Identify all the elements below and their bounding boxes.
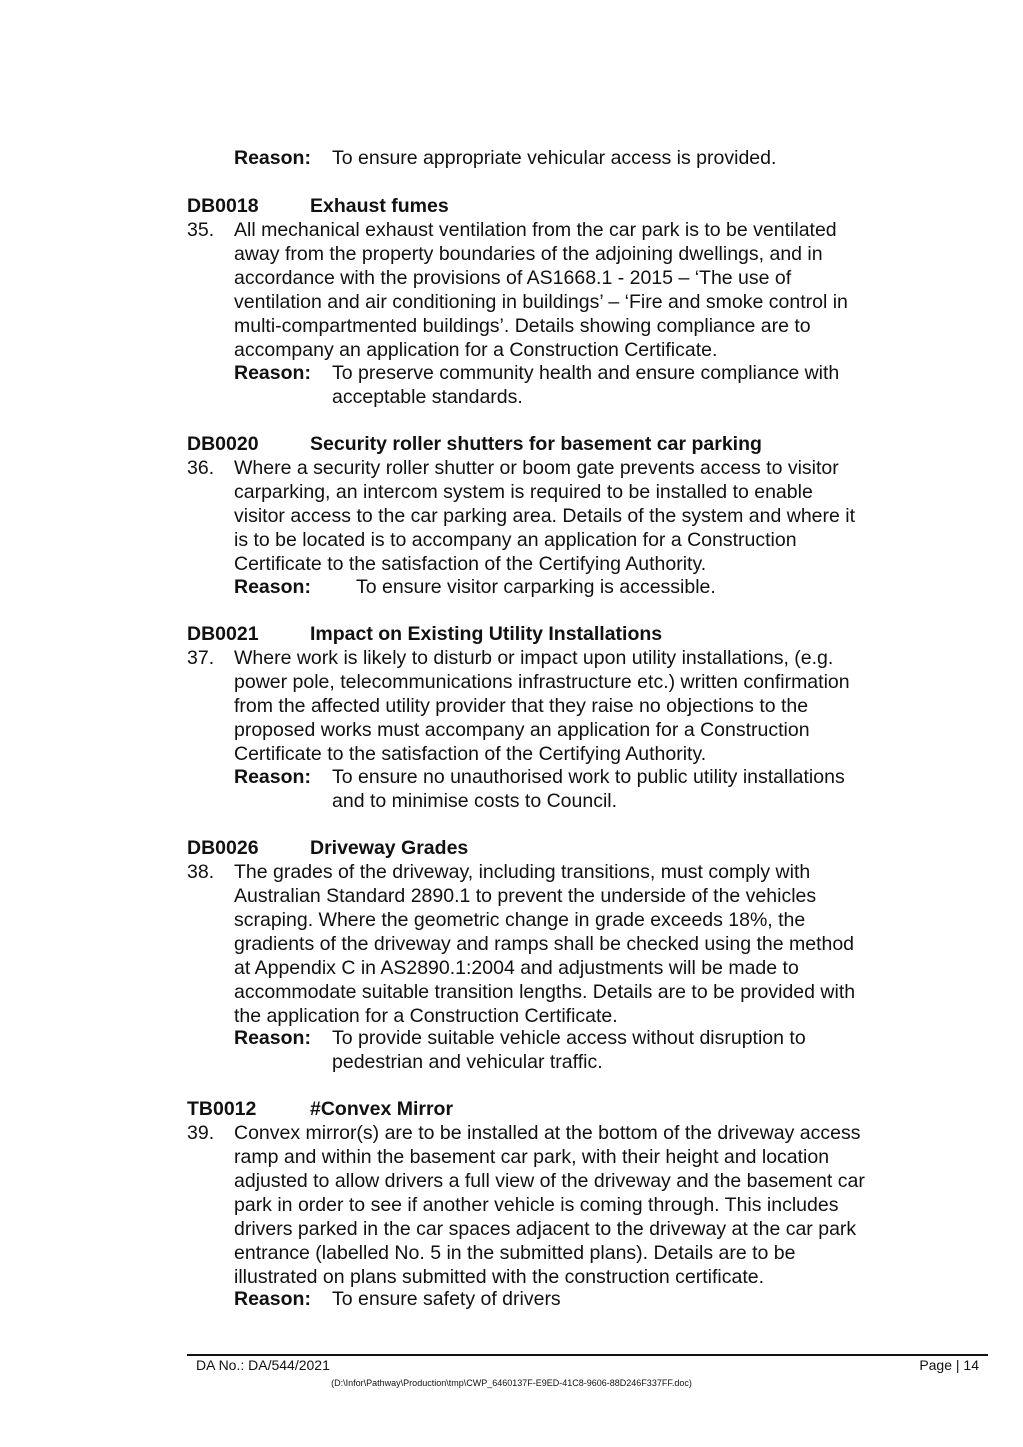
body-line: carparking, an intercom system is required to be installed to enable: [234, 481, 813, 503]
body-line: Convex mirror(s) are to be installed at the bottom of the driveway access: [234, 1122, 861, 1144]
reason-text: pedestrian and vehicular traffic.: [332, 1051, 603, 1073]
body-line: proposed works must accompany an application for a Construction: [234, 719, 810, 741]
reason-label: Reason:: [234, 576, 311, 598]
body-line: gradients of the driveway and ramps shall be checked using the method: [234, 933, 855, 955]
reason-text: To preserve community health and ensure compliance with: [332, 362, 840, 384]
body-line: entrance (labelled No. 5 in the submitted plans). Details are to be: [234, 1242, 796, 1264]
body-line: the application for a Construction Certificate.: [234, 1005, 618, 1027]
reason-label: Reason:: [234, 1027, 311, 1049]
footer-divider: [187, 1354, 988, 1356]
body-line: ventilation and air conditioning in buildings’ – ‘Fire and smoke control in: [234, 291, 848, 313]
footer-da-number: DA No.: DA/544/2021: [196, 1357, 330, 1373]
body-line: adjusted to allow drivers a full view of the driveway and the basement car: [234, 1170, 865, 1192]
body-line: drivers parked in the car spaces adjacent to the driveway at the car park: [234, 1218, 857, 1240]
body-line: Where work is likely to disturb or impact upon utility installations, (e.g.: [234, 647, 834, 669]
body-line: scraping. Where the geometric change in grade exceeds 18%, the: [234, 909, 806, 931]
body-line: Certificate to the satisfaction of the Certifying Authority.: [234, 553, 707, 575]
reason-label: Reason:: [234, 1288, 311, 1310]
condition-number: 36.: [187, 457, 215, 479]
condition-number: 38.: [187, 861, 215, 883]
condition-title: Driveway Grades: [310, 837, 469, 859]
condition-title: Security roller shutters for basement car parking: [310, 433, 762, 455]
reason-text: acceptable standards.: [332, 386, 523, 408]
body-line: away from the property boundaries of the adjoining dwellings, and in: [234, 243, 823, 265]
body-line: accompany an application for a Construction Certificate.: [234, 339, 718, 361]
condition-title: Impact on Existing Utility Installations: [310, 623, 663, 645]
body-line: The grades of the driveway, including transitions, must comply with: [234, 861, 811, 883]
body-line: illustrated on plans submitted with the construction certificate.: [234, 1266, 765, 1288]
footer-file-path: (D:\Infor\Pathway\Production\tmp\CWP_6460137F-E9ED-41C8-9606-88D246F337FF.doc): [331, 1378, 692, 1388]
condition-code: DB0026: [187, 837, 259, 859]
body-line: park in order to see if another vehicle is coming through. This includes: [234, 1194, 839, 1216]
body-line: All mechanical exhaust ventilation from the car park is to be ventilated: [234, 219, 837, 241]
condition-code: TB0012: [187, 1098, 257, 1120]
body-line: accordance with the provisions of AS1668.1 - 2015 – ‘The use of: [234, 267, 792, 289]
reason-text: To ensure no unauthorised work to public utility installations: [332, 766, 845, 788]
condition-code: DB0021: [187, 623, 259, 645]
body-line: Australian Standard 2890.1 to prevent the underside of the vehicles: [234, 885, 817, 907]
body-line: multi-compartmented buildings’. Details showing compliance are to: [234, 315, 811, 337]
body-line: accommodate suitable transition lengths. Details are to be provided with: [234, 981, 856, 1003]
condition-number: 39.: [187, 1122, 215, 1144]
condition-number: 35.: [187, 219, 215, 241]
reason-text: To provide suitable vehicle access without disruption to: [332, 1027, 806, 1049]
reason-label: Reason:: [234, 766, 311, 788]
reason-label: Reason:: [234, 362, 311, 384]
reason-text: and to minimise costs to Council.: [332, 790, 618, 812]
condition-code: DB0020: [187, 433, 259, 455]
reason-text: To ensure safety of drivers: [332, 1288, 561, 1310]
body-line: [234, 1146, 899, 1170]
condition-code: DB0018: [187, 195, 259, 217]
condition-number: 37.: [187, 647, 215, 669]
condition-title: #Convex Mirror: [310, 1098, 454, 1120]
body-line: visitor access to the car parking area. Details of the system and where it: [234, 505, 856, 527]
condition-title: Exhaust fumes: [310, 195, 449, 217]
body-line: power pole, telecommunications infrastructure etc.) written confirmation: [234, 671, 850, 693]
footer-page-number: Page | 14: [919, 1357, 979, 1373]
body-line: from the affected utility provider that they raise no objections to the: [234, 695, 809, 717]
body-line: at Appendix C in AS2890.1:2004 and adjustments will be made to: [234, 957, 799, 979]
body-line: is to be located is to accompany an application for a Construction: [234, 529, 797, 551]
reason-text: To ensure appropriate vehicular access is provided.: [332, 147, 777, 169]
body-line: Where a security roller shutter or boom gate prevents access to visitor: [234, 457, 839, 479]
reason-label: Reason:: [234, 147, 311, 169]
body-line-text: ramp and within the basement car park, with their height and location: [234, 1146, 830, 1168]
body-line: Certificate to the satisfaction of the Certifying Authority.: [234, 743, 707, 765]
reason-text: To ensure visitor carparking is accessible.: [356, 576, 716, 598]
